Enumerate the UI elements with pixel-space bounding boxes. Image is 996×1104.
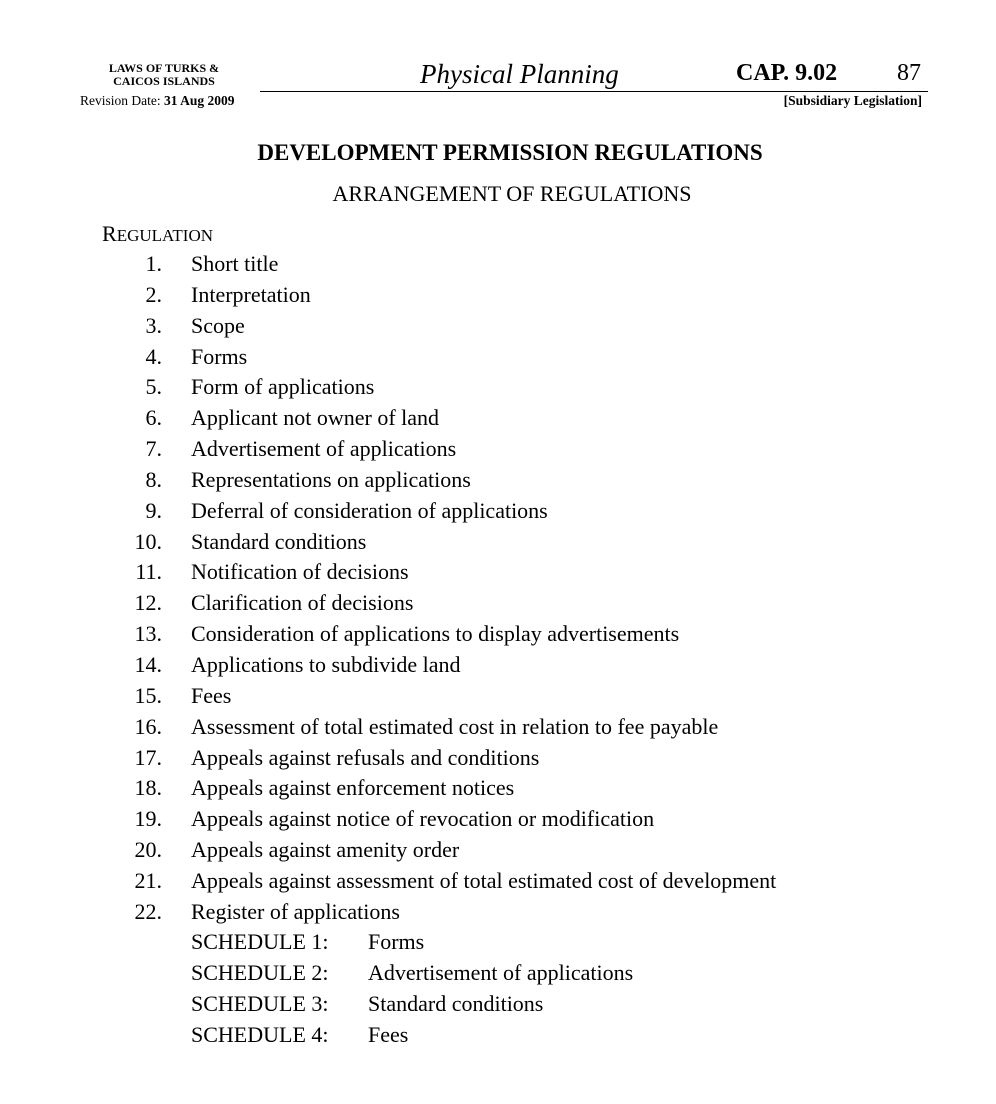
regulation-number: 2. [145, 281, 162, 307]
schedule-title: Forms [368, 929, 425, 954]
page-number: 87 [897, 60, 921, 86]
regulation-title: Appeals against amenity order [191, 837, 460, 863]
regulation-title: Appeals against assessment of total estimated cost of development [191, 867, 777, 893]
regulation-title: Applicant not owner of land [191, 405, 440, 431]
regulation-number: 13. [134, 621, 162, 647]
regulation-title: Assessment of total estimated cost in relation to fee payable [191, 713, 719, 739]
revision-date: 31 Aug 2009 [164, 93, 235, 108]
regulation-title: Advertisement of applications [191, 436, 457, 462]
regulation-heading [102, 221, 213, 247]
revision-date-line [80, 93, 270, 109]
regulation-heading-initial: R [102, 221, 117, 246]
document-subtitle: ARRANGEMENT OF REGULATIONS [332, 181, 692, 206]
laws-of-label [80, 62, 248, 88]
regulation-title: Register of applications [191, 898, 400, 924]
schedule-title: Advertisement of applications [368, 959, 634, 985]
regulation-title: Appeals against enforcement notices [191, 775, 515, 801]
laws-line-1: LAWS OF TURKS & [108, 61, 220, 75]
regulation-number: 3. [145, 312, 162, 338]
document-title: DEVELOPMENT PERMISSION REGULATIONS [257, 140, 763, 165]
subsidiary-legislation-label: [Subsidiary Legislation] [783, 93, 922, 108]
regulation-number: 21. [134, 867, 162, 893]
regulation-title: Consideration of applications to display advertisements [191, 621, 680, 647]
schedule-label: SCHEDULE 2: [191, 959, 329, 985]
laws-line-2: CAICOS ISLANDS [113, 74, 215, 88]
regulation-title: Appeals against refusals and conditions [191, 744, 540, 770]
regulation-heading-rest: EGULATION [116, 226, 214, 245]
regulation-title: Standard conditions [191, 528, 367, 554]
regulation-title: Representations on applications [191, 466, 471, 492]
regulation-number: 9. [145, 497, 162, 523]
schedule-label: SCHEDULE 3: [191, 990, 329, 1016]
regulation-number: 15. [134, 682, 162, 708]
regulation-title: Appeals against notice of revocation or modification [191, 806, 655, 832]
running-title: Physical Planning [420, 59, 619, 89]
regulation-title: Scope [191, 312, 245, 338]
revision-label: Revision Date: [80, 93, 161, 108]
regulation-number: 20. [134, 837, 162, 863]
regulation-number: 16. [134, 713, 162, 739]
regulation-number: 18. [134, 775, 162, 801]
regulation-number: 17. [134, 744, 162, 770]
regulation-title: Fees [191, 682, 232, 708]
regulation-title: Forms [191, 343, 248, 369]
schedule-label: SCHEDULE 4: [191, 1021, 329, 1047]
regulation-number: 12. [134, 590, 162, 616]
regulation-number: 5. [145, 374, 162, 400]
regulation-title: Clarification of decisions [191, 590, 414, 616]
regulation-title: Short title [191, 251, 279, 276]
regulation-number: 19. [134, 806, 162, 832]
schedule-title: Fees [368, 1021, 409, 1047]
header-rule [260, 91, 928, 92]
header-left-block [80, 62, 270, 109]
regulation-title: Form of applications [191, 374, 375, 400]
regulation-title: Interpretation [191, 281, 311, 307]
chapter-number: CAP. 9.02 [736, 60, 838, 86]
regulation-number: 1. [145, 251, 162, 276]
regulation-number: 11. [135, 559, 162, 585]
regulation-number: 22. [134, 898, 162, 924]
schedule-title: Standard conditions [368, 990, 544, 1016]
regulation-number: 10. [134, 528, 162, 554]
regulation-number: 4. [145, 343, 162, 369]
regulation-number: 7. [145, 436, 162, 462]
regulation-title: Applications to subdivide land [191, 651, 461, 677]
regulation-title: Notification of decisions [191, 559, 409, 585]
regulation-number: 8. [145, 466, 162, 492]
regulation-title: Deferral of consideration of applications [191, 497, 548, 523]
regulation-number: 6. [145, 405, 162, 431]
regulation-number: 14. [134, 651, 162, 677]
schedule-label: SCHEDULE 1: [191, 929, 329, 954]
